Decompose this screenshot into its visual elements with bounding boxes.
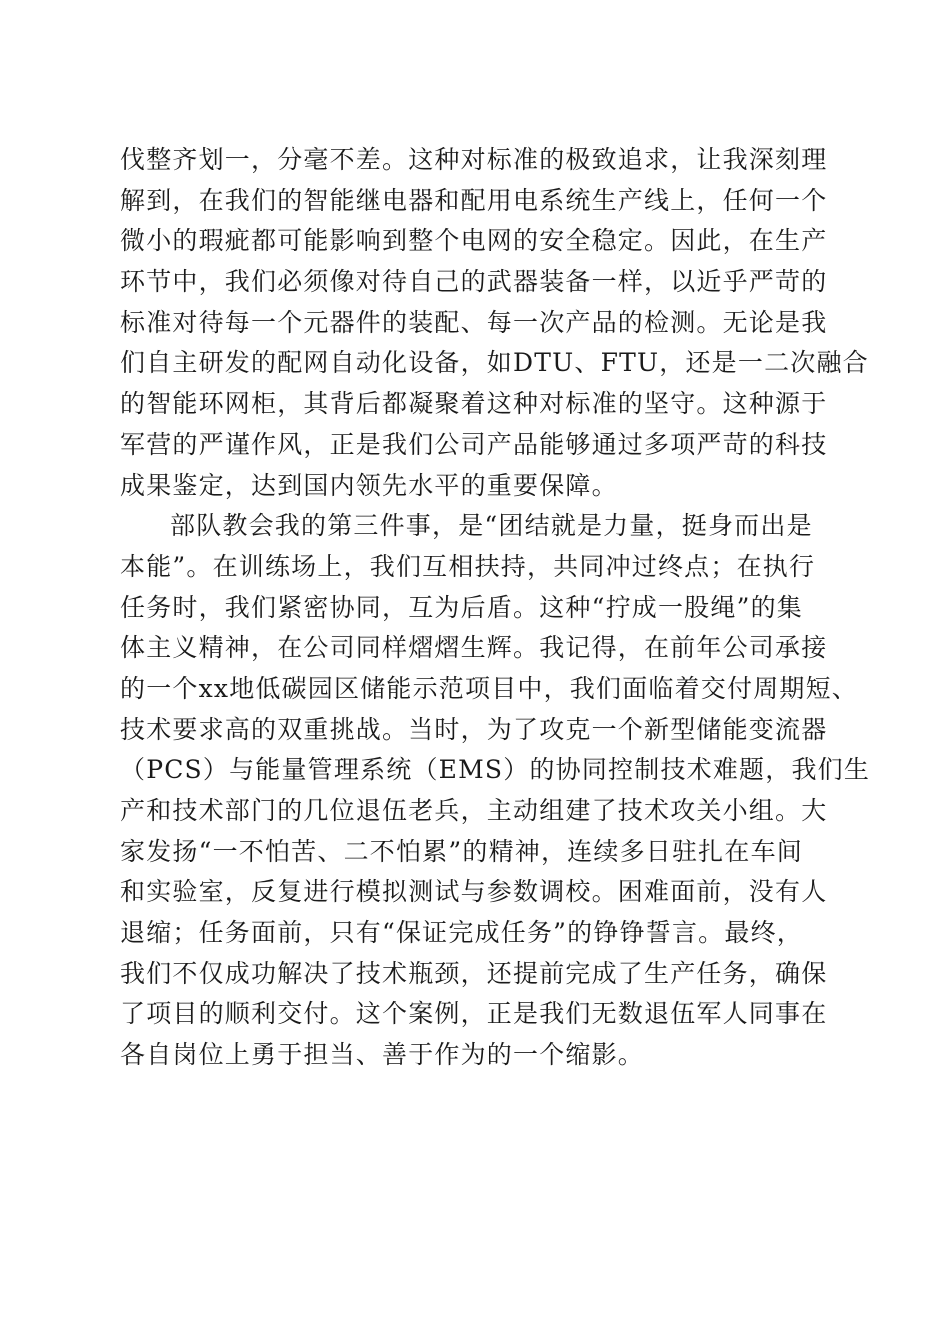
text-line: 的智能环网柜，其背后都凝聚着这种对标准的坚守。这种源于 <box>120 389 828 419</box>
text-line: 标准对待每一个元器件的装配、每一次产品的检测。无论是我 <box>120 307 828 337</box>
text-line: 家发扬“一不怕苦、二不怕累”的精神，连续多日驻扎在车间 <box>120 836 803 866</box>
text-line: 产和技术部门的几位退伍老兵，主动组建了技术攻关小组。大 <box>120 796 828 825</box>
document-body <box>120 140 871 1076</box>
text-line: 微小的瑕疵都可能影响到整个电网的安全稳定。因此，在生产 <box>120 226 828 256</box>
text-line: 解到，在我们的智能继电器和配用电系统生产线上，任何一个 <box>120 185 828 215</box>
text-line: 我们不仅成功解决了技术瓶颈，还提前完成了生产任务，确保 <box>120 958 828 988</box>
text-line: 的一个xx地低碳园区储能示范项目中，我们面临着交付周期短、 <box>120 673 859 703</box>
text-line: 任务时，我们紧密协同，互为后盾。这种“拧成一股绳”的集 <box>120 592 803 622</box>
text-line: 技术要求高的双重挑战。当时，为了攻克一个新型储能变流器 <box>120 714 828 744</box>
text-line: 和实验室，反复进行模拟测试与参数调校。困难面前，没有人 <box>120 877 828 907</box>
text-line: 伐整齐划一，分毫不差。这种对标准的极致追求，让我深刻理 <box>120 145 828 174</box>
text-line: 体主义精神，在公司同样熠熠生辉。我记得，在前年公司承接 <box>120 633 828 663</box>
text-line: 各自岗位上勇于担当、善于作为的一个缩影。 <box>120 1040 645 1070</box>
text-line: 环节中，我们必须像对待自己的武器装备一样，以近乎严苛的 <box>120 267 828 297</box>
text-line: （PCS）与能量管理系统（EMS）的协同控制技术难题，我们生 <box>120 755 871 785</box>
text-line: 本能”。在训练场上，我们互相扶持，共同冲过终点；在执行 <box>120 551 816 581</box>
text-line: 成果鉴定，达到国内领先水平的重要保障。 <box>120 470 618 500</box>
text-line: 们自主研发的配网自动化设备，如DTU、FTU，还是一二次融合 <box>120 348 869 378</box>
text-line: 退缩；任务面前，只有“保证完成任务”的铮铮誓言。最终， <box>120 918 803 948</box>
paragraph-start-line: 部队教会我的第三件事，是“团结就是力量，挺身而出是 <box>170 511 813 541</box>
text-line: 军营的严谨作风，正是我们公司产品能够通过多项严苛的科技 <box>120 429 828 459</box>
text-line: 了项目的顺利交付。这个案例，正是我们无数退伍军人同事在 <box>120 999 828 1029</box>
